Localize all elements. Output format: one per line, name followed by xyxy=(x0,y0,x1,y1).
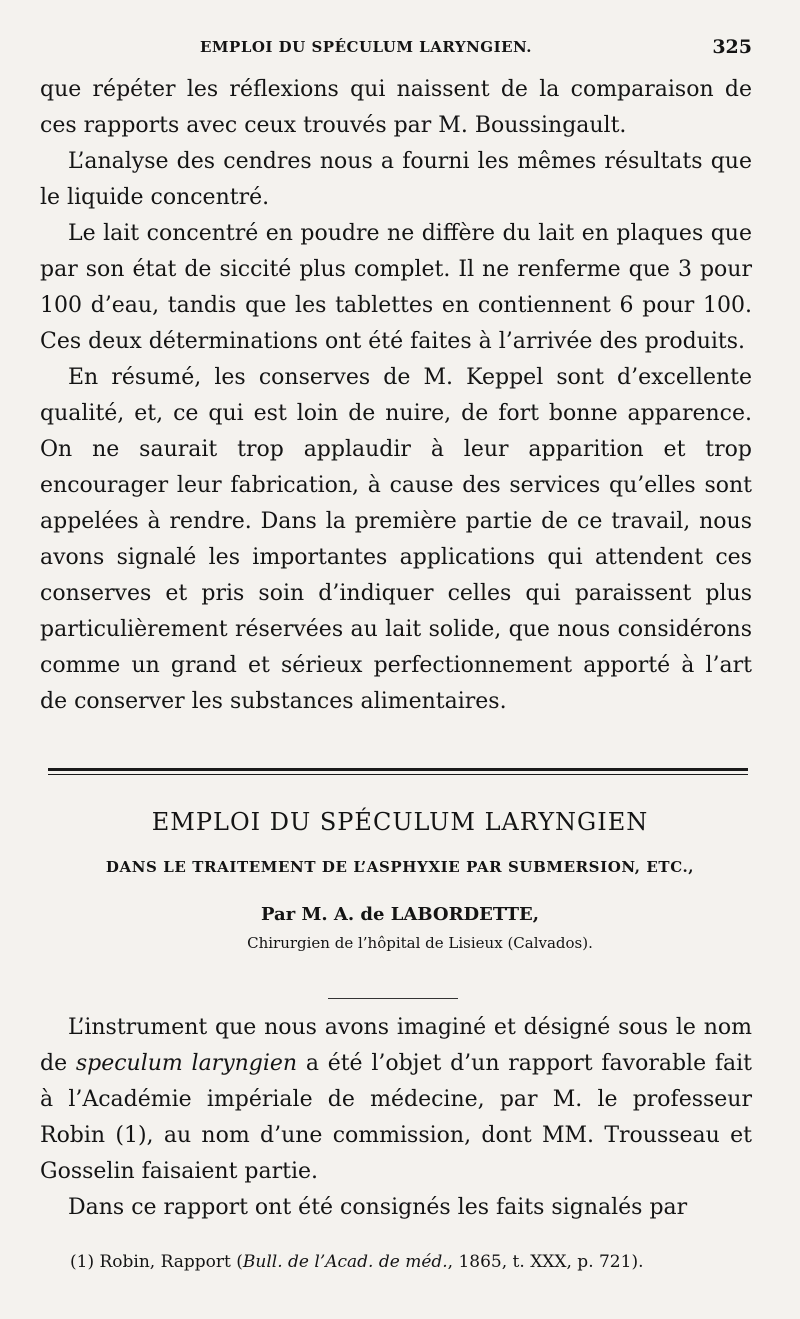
italic-term: speculum laryngien xyxy=(75,1051,298,1076)
paragraph xyxy=(40,1010,752,1190)
section-divider xyxy=(48,768,748,775)
body-text-bottom xyxy=(40,1010,752,1226)
article-author: Par M. A. de LABORDETTE, xyxy=(261,904,539,925)
paragraph: Dans ce rapport ont été consignés les faits signalés par xyxy=(68,1195,688,1220)
body-text-top xyxy=(40,72,752,720)
paragraph-text: L’instrument que nous avons imaginé et désigné sous le nom de xyxy=(40,1015,752,1076)
paragraph: L’analyse des cendres nous a fourni les mêmes résultats que le liquide concentré. xyxy=(40,149,752,210)
footnote-text: , 1865, t. XXX, p. 721). xyxy=(447,1252,644,1272)
running-title: EMPLOI DU SPÉCULUM LARYNGIEN. xyxy=(200,38,533,56)
author-affiliation: Chirurgien de l’hôpital de Lisieux (Calvados). xyxy=(247,934,593,952)
running-head xyxy=(40,38,760,62)
article-title: EMPLOI DU SPÉCULUM LARYNGIEN xyxy=(151,808,649,836)
page-number: 325 xyxy=(712,36,752,58)
paragraph-text: a été l’objet d’un rapport favorable fait à l’Académie impériale de médecine, par M. le professeur Robin (1), au nom d’une commission, dont MM. Trousseau et Gosselin faisaient partie. xyxy=(40,1051,752,1184)
paragraph: Le lait concentré en poudre ne diffère du lait en plaques que par son état de siccité plus complet. Il ne renferme que 3 pour 100 d’eau, tandis que les tablettes en contiennent 6 pour 100. Ces deux déterminations ont été faites à l’arrivée des produits. xyxy=(40,221,752,354)
article-subtitle: DANS LE TRAITEMENT DE L’ASPHYXIE PAR SUBMERSION, ETC., xyxy=(105,858,695,876)
footnote xyxy=(70,1252,770,1272)
paragraph: que répéter les réflexions qui naissent de la comparaison de ces rapports avec ceux trouvés par M. Boussingault. xyxy=(40,77,752,138)
paragraph: En résumé, les conserves de M. Keppel sont d’excellente qualité, et, ce qui est loin de nuire, de fort bonne apparence. On ne saurait trop applaudir à leur apparition et trop encourager leur fabrication, à cause des services qu’elles sont appelées à rendre. Dans la première partie de ce travail, nous avons signalé les importantes applications qui attendent ces conserves et pris soin d’indiquer celles qui paraissent plus particulièrement réservées au lait solide, que nous considérons comme un grand et sérieux perfectionnement apporté à l’art de conserver les substances alimentaires. xyxy=(40,365,752,714)
footnote-text: (1) Robin, Rapport ( xyxy=(70,1252,243,1272)
short-divider xyxy=(328,998,458,999)
footnote-journal: Bull. de l’Acad. de méd. xyxy=(242,1252,448,1272)
